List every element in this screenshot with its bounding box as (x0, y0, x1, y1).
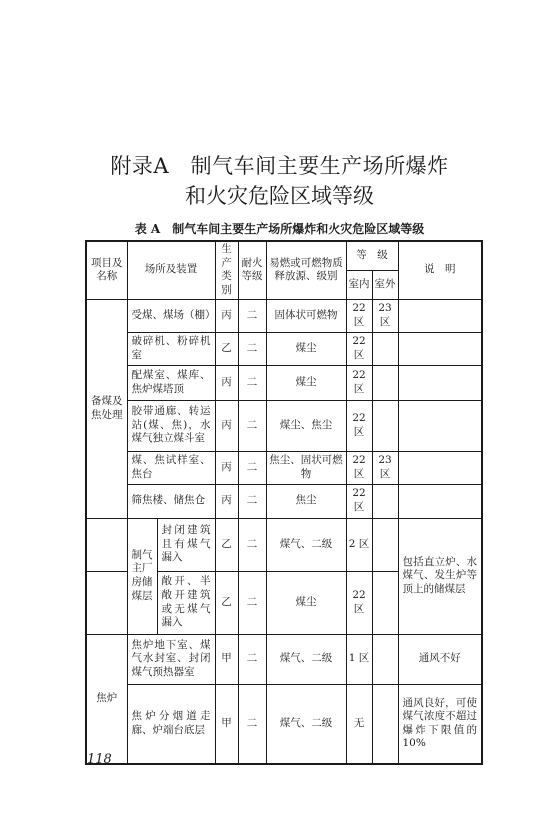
indoor-grade-cell: 无 (346, 684, 372, 764)
outdoor-grade-cell (372, 684, 398, 764)
outdoor-grade-cell (372, 571, 398, 634)
fire-rating-cell: 二 (238, 332, 266, 365)
fire-rating-cell: 二 (238, 634, 266, 684)
header-note: 说 明 (398, 241, 482, 299)
group-empty-cell (86, 518, 127, 571)
fire-rating-cell: 二 (238, 451, 266, 484)
table-row (86, 451, 482, 484)
fire-rating-cell: 二 (238, 299, 266, 332)
note-cell (398, 451, 482, 484)
outdoor-grade-cell (372, 400, 398, 451)
place-cell: 配煤室、煤库、焦炉煤塔顶 (127, 365, 215, 400)
place-cell: 敞开、半敞开建筑或无煤气漏入 (157, 571, 215, 634)
header-indoor: 室内 (346, 270, 372, 299)
note-cell: 包括直立炉、水煤气、发生炉等顶上的储煤层 (398, 518, 482, 634)
indoor-grade-cell: 22 区 (346, 451, 372, 484)
table-row (86, 484, 482, 518)
fire-rating-cell: 二 (238, 484, 266, 518)
group-empty-cell (86, 571, 127, 634)
category-cell: 丙 (215, 451, 238, 484)
fire-rating-cell: 二 (238, 571, 266, 634)
category-cell: 甲 (215, 634, 238, 684)
note-cell (398, 400, 482, 451)
group-gas-storage: 制气主厂房储煤层 (127, 518, 157, 634)
header-outdoor: 室外 (372, 270, 398, 299)
table-row (86, 634, 482, 684)
header-material: 易燃或可燃物质释放源、级别 (266, 241, 346, 299)
indoor-grade-cell: 22 区 (346, 400, 372, 451)
note-cell (398, 484, 482, 518)
outdoor-grade-cell: 23 区 (372, 299, 398, 332)
table-row (86, 518, 482, 571)
header-fire-rating: 耐火等级 (238, 241, 266, 299)
category-cell: 甲 (215, 684, 238, 764)
fire-rating-cell: 二 (238, 365, 266, 400)
material-cell: 煤尘 (266, 571, 346, 634)
note-cell (398, 365, 482, 400)
material-cell: 焦尘、固状可燃物 (266, 451, 346, 484)
header-category: 生产类别 (215, 241, 238, 299)
group-coal-handling: 备煤及焦处理 (86, 299, 127, 518)
place-cell: 焦炉分烟道走廊、炉端台底层 (127, 684, 215, 764)
header-row (86, 241, 482, 270)
material-cell: 煤尘 (266, 332, 346, 365)
material-cell: 焦尘 (266, 484, 346, 518)
note-cell: 通风不好 (398, 634, 482, 684)
page-number: 118 (87, 752, 112, 767)
table-row (86, 400, 482, 451)
note-cell (398, 332, 482, 365)
place-cell: 破碎机、粉碎机室 (127, 332, 215, 365)
note-cell: 通风良好，可使煤气浓度不超过爆炸下限值的 10% (398, 684, 482, 764)
category-cell: 乙 (215, 518, 238, 571)
indoor-grade-cell: 22 区 (346, 571, 372, 634)
outdoor-grade-cell (372, 365, 398, 400)
indoor-grade-cell: 22 区 (346, 332, 372, 365)
table-row (86, 684, 482, 764)
place-cell: 受煤、煤场（棚） (127, 299, 215, 332)
material-cell: 煤气、二级 (266, 684, 346, 764)
table-row (86, 299, 482, 332)
material-cell: 煤气、二级 (266, 518, 346, 571)
appendix-title-line2: 和火灾危险区域等级 (185, 184, 374, 208)
place-cell: 筛焦楼、储焦仓 (127, 484, 215, 518)
table-row (86, 332, 482, 365)
material-cell: 固体状可燃物 (266, 299, 346, 332)
header-grade: 等 级 (346, 241, 398, 270)
header-place: 场所及装置 (127, 241, 215, 299)
outdoor-grade-cell (372, 518, 398, 571)
fire-rating-cell: 二 (238, 400, 266, 451)
category-cell: 乙 (215, 332, 238, 365)
indoor-grade-cell: 2 区 (346, 518, 372, 571)
hazard-zone-table (85, 240, 483, 765)
category-cell: 丙 (215, 365, 238, 400)
table-caption: 表 A 制气车间主要生产场所爆炸和火灾危险区域等级 (134, 222, 425, 236)
appendix-title-line1: 附录A 制气车间主要生产场所爆炸 (110, 154, 449, 178)
outdoor-grade-cell (372, 332, 398, 365)
material-cell: 煤尘、焦尘 (266, 400, 346, 451)
material-cell: 煤尘 (266, 365, 346, 400)
note-cell (398, 299, 482, 332)
place-cell: 煤、焦试样室、焦台 (127, 451, 215, 484)
fire-rating-cell: 二 (238, 518, 266, 571)
material-cell: 煤气、二级 (266, 634, 346, 684)
outdoor-grade-cell: 23 区 (372, 451, 398, 484)
indoor-grade-cell: 22 区 (346, 365, 372, 400)
fire-rating-cell: 二 (238, 684, 266, 764)
table-row (86, 365, 482, 400)
header-project: 项目及名称 (86, 241, 127, 299)
place-cell: 封闭建筑且有煤气漏入 (157, 518, 215, 571)
place-cell: 胶带通廊、转运站(煤、焦)，水煤气独立煤斗室 (127, 400, 215, 451)
outdoor-grade-cell (372, 484, 398, 518)
category-cell: 丙 (215, 400, 238, 451)
category-cell: 乙 (215, 571, 238, 634)
category-cell: 丙 (215, 299, 238, 332)
category-cell: 丙 (215, 484, 238, 518)
indoor-grade-cell: 22 区 (346, 484, 372, 518)
outdoor-grade-cell (372, 634, 398, 684)
indoor-grade-cell: 1 区 (346, 634, 372, 684)
indoor-grade-cell: 22 区 (346, 299, 372, 332)
group-coke-oven: 焦炉 (86, 634, 127, 764)
place-cell: 焦炉地下室、煤气水封室、封闭煤气预热器室 (127, 634, 215, 684)
